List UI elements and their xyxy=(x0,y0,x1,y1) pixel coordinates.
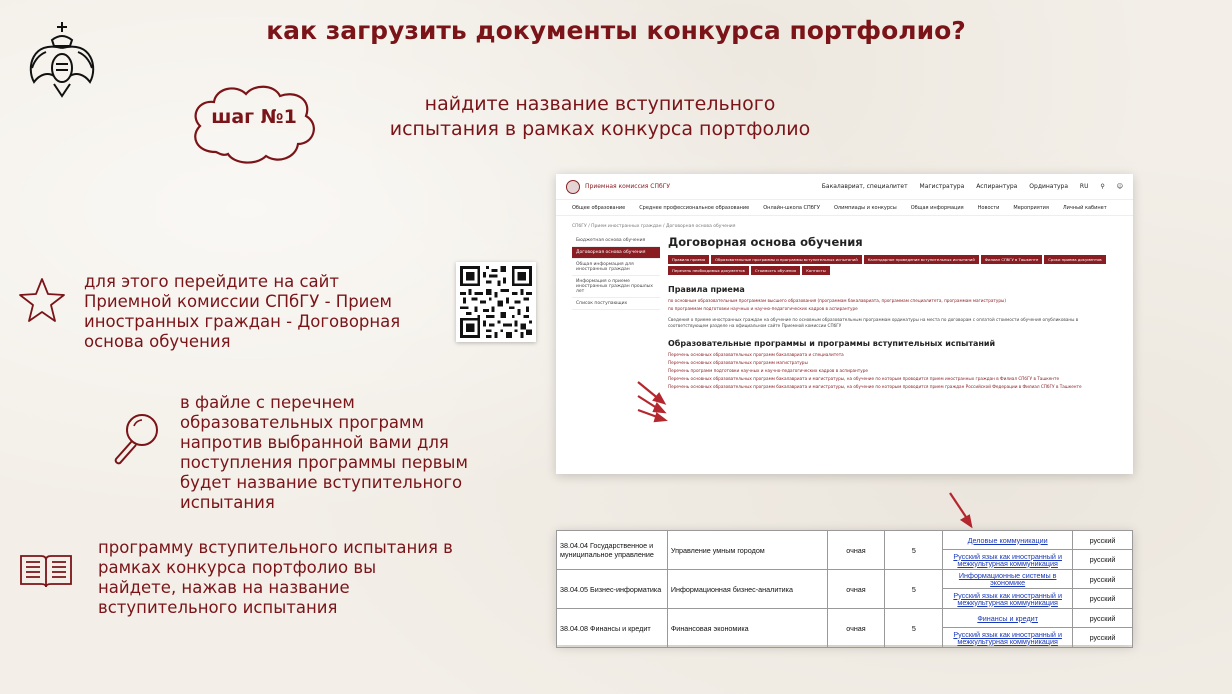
direction-cell: 38.04.05 Бизнес-информатика xyxy=(557,570,668,609)
form-cell: очная xyxy=(827,531,885,570)
step-description: найдите название вступительного испытания в рамках конкурса портфолио xyxy=(389,93,811,140)
program-cell: Информационная бизнес-аналитика xyxy=(667,570,827,609)
language-cell xyxy=(1073,609,1133,648)
exam-link[interactable]: Русский язык как иностранный и межкультурная коммуникация xyxy=(953,629,1062,646)
site-top-nav xyxy=(812,183,1123,190)
table-row xyxy=(557,609,1133,648)
nav-item[interactable]: Олимпиады и конкурсы xyxy=(833,204,897,211)
exam-link[interactable]: Русский язык как иностранный и межкультурная коммуникация xyxy=(953,590,1062,607)
exams-cell xyxy=(943,531,1073,570)
language-cell xyxy=(1073,531,1133,570)
nav-item[interactable]: Мероприятия xyxy=(1013,204,1049,211)
exam-link[interactable]: Деловые коммуникации xyxy=(967,535,1048,545)
programs-link[interactable]: Перечень основных образовательных программ магистратуры xyxy=(668,360,808,365)
site-sidebar xyxy=(572,235,660,392)
nav-item[interactable]: Среднее профессиональное образование xyxy=(639,204,750,211)
table-row xyxy=(557,570,1133,609)
language-value: русский xyxy=(1073,609,1132,628)
tag-link[interactable]: Стоимость обучения xyxy=(751,266,800,275)
nav-item[interactable]: Онлайн-школа СПбГУ xyxy=(763,204,820,211)
years-cell: 5 xyxy=(885,609,943,648)
star-icon xyxy=(18,276,66,324)
site-header xyxy=(556,174,1133,200)
nav-item[interactable]: Личный кабинет xyxy=(1062,204,1107,211)
sidebar-item[interactable]: Список поступающих xyxy=(572,298,660,310)
book-icon xyxy=(18,552,74,590)
tag-link[interactable]: Образовательные программы и программы вступительных испытаний xyxy=(711,255,862,264)
nav-item[interactable]: Новости xyxy=(977,204,1000,211)
years-cell: 5 xyxy=(885,570,943,609)
page-title: как загрузить документы конкурса портфолио? xyxy=(266,16,966,45)
rules-link[interactable]: по программам подготовки научных и научно-педагогических кадров в аспирантуре xyxy=(668,306,858,311)
site-logo-icon xyxy=(566,180,580,194)
form-cell: очная xyxy=(827,570,885,609)
programs-heading: Образовательные программы и программы вступительных испытаний xyxy=(668,339,996,348)
language-value: русский xyxy=(1073,570,1132,589)
direction-cell: 38.04.08 Финансы и кредит xyxy=(557,609,668,648)
language-switch[interactable]: RU xyxy=(1079,183,1089,190)
exams-cell xyxy=(943,609,1073,648)
sidebar-item[interactable]: Информация о приеме иностранных граждан прошлых лет xyxy=(572,276,660,298)
years-cell: 5 xyxy=(885,531,943,570)
language-value: русский xyxy=(1089,633,1116,642)
instruction-program: программу вступительного испытания в рамках конкурса портфолио вы найдете, нажав на название вступительного испытания xyxy=(98,538,453,617)
magnifier-icon xyxy=(108,410,164,468)
rules-heading: Правила приема xyxy=(668,285,745,294)
tag-link[interactable]: Календарное проведение вступительных испытаний xyxy=(864,255,979,264)
site-brand: Приемная комиссия СПбГУ xyxy=(585,183,671,190)
programs-table xyxy=(556,530,1133,645)
programs-link[interactable]: Перечень основных образовательных программ бакалавриата и специалитета xyxy=(668,352,844,357)
top-nav-item[interactable]: Ординатура xyxy=(1029,183,1068,190)
language-cell xyxy=(1073,570,1133,609)
instruction-site: для этого перейдите на сайт Приемной комиссии СПбГУ - Прием иностранных граждан - Договорная основа обучения xyxy=(84,272,401,351)
search-icon[interactable]: ⚲ xyxy=(1100,183,1105,190)
breadcrumb: СПбГУ / Прием иностранных граждан / Договорная основа обучения xyxy=(572,224,736,229)
exams-cell xyxy=(943,570,1073,609)
exam-link[interactable]: Финансы и кредит xyxy=(977,613,1038,623)
site-nav xyxy=(556,200,1133,216)
tag-link[interactable]: Сроки приема документов xyxy=(1044,255,1105,264)
sidebar-item-active[interactable]: Договорная основа обучения xyxy=(572,247,660,259)
table-row xyxy=(557,531,1133,570)
admission-site-screenshot xyxy=(556,174,1133,474)
language-value: русский xyxy=(1089,594,1116,603)
tag-link[interactable]: Правила приема xyxy=(668,255,709,264)
exam-link[interactable]: Русский язык как иностранный и межкультурная коммуникация xyxy=(953,551,1062,568)
tag-link[interactable]: Филиал СПбГУ в Ташкенте xyxy=(981,255,1043,264)
nav-item[interactable]: Общее образование xyxy=(572,204,626,211)
site-tags xyxy=(668,255,1117,275)
language-value: русский xyxy=(1089,555,1116,564)
programs-link[interactable]: Перечень основных образовательных программ бакалавриата и магистратуры, на обучение по которым проводится прием граждан Российской Федерации в Филиал СПбГУ в Ташкенте xyxy=(668,384,1082,389)
nav-item[interactable]: Общая информация xyxy=(910,204,964,211)
programs-link[interactable]: Перечень программ подготовки научных и научно-педагогических кадров в аспирантуре xyxy=(668,368,868,373)
top-nav-item[interactable]: Магистратура xyxy=(919,183,965,190)
sidebar-item[interactable]: Бюджетная основа обучения xyxy=(572,235,660,247)
user-icon[interactable]: ☺ xyxy=(1116,183,1123,190)
exam-link[interactable]: Информационные системы в экономике xyxy=(958,571,1057,587)
site-main xyxy=(668,235,1117,392)
instruction-file: в файле с перечнем образовательных программ напротив выбранной вами для поступления программы первым будет название вступительного испытания xyxy=(180,393,468,512)
step-label: шаг №1 xyxy=(211,106,297,128)
site-paragraph: Сведения о приеме иностранных граждан на обучение по основным образовательным программам ординатуры на места по договорам с оплатой стоимости обучения опубликованы в соответствующем разделе на официальном сайте Приемной комиссии СПбГУ xyxy=(668,317,1079,328)
site-heading: Договорная основа обучения xyxy=(668,235,863,249)
program-cell: Управление умным городом xyxy=(667,531,827,570)
top-nav-item[interactable]: Бакалавриат, специалитет xyxy=(821,183,908,190)
rules-link[interactable]: по основным образовательным программам высшего образования (программам бакалавриата, программам специалитета, программам магистратуры) xyxy=(668,298,1006,303)
programs-link[interactable]: Перечень основных образовательных программ бакалавриата и магистратуры, на обучение по которым проводится прием иностранных граждан в Филиал СПбГУ в Ташкенте xyxy=(668,376,1060,381)
form-cell: очная xyxy=(827,609,885,648)
sidebar-item[interactable]: Общая информация для иностранных граждан xyxy=(572,259,660,276)
qr-code xyxy=(456,262,536,342)
top-nav-item[interactable]: Аспирантура xyxy=(976,183,1018,190)
program-cell: Финансовая экономика xyxy=(667,609,827,648)
direction-cell: 38.04.04 Государственное и муниципальное управление xyxy=(557,531,668,570)
language-value: русский xyxy=(1073,531,1132,550)
tag-link[interactable]: Контакты xyxy=(802,266,830,275)
tag-link[interactable]: Перечень необходимых документов xyxy=(668,266,749,275)
